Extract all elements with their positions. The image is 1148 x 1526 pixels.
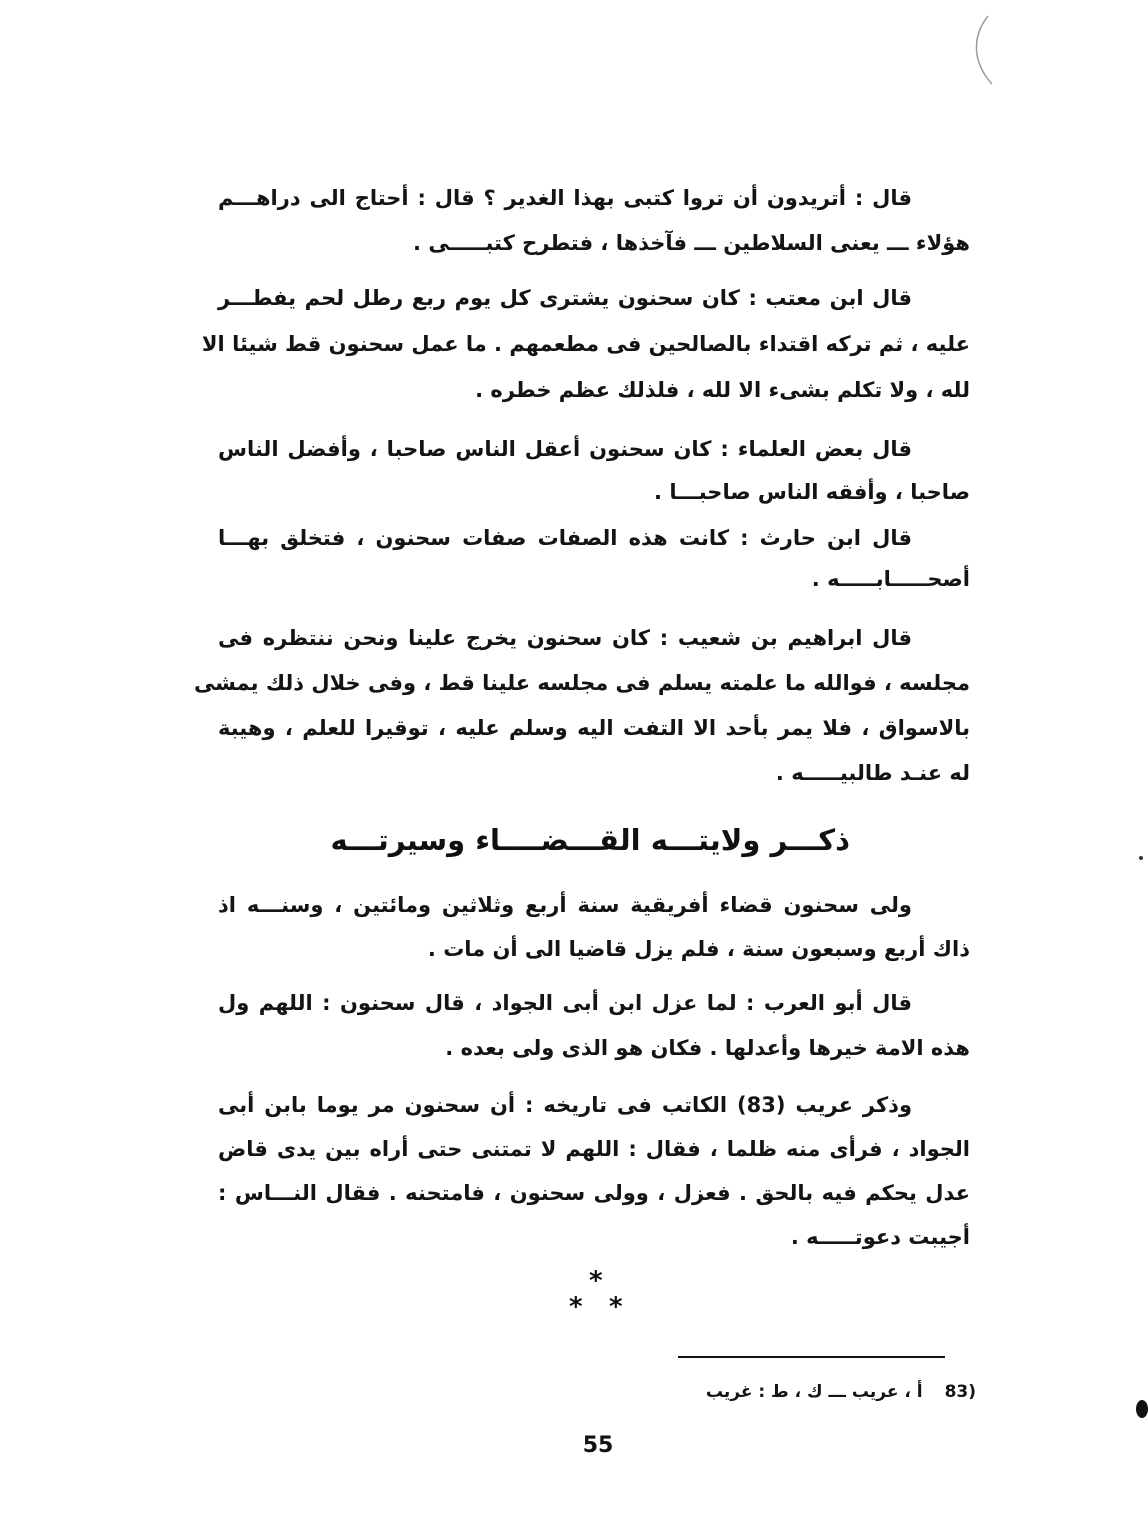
text-line: ذاك أربع وسبعون سنة ، فلم يزل قاضيا الى أن مات . [427,937,970,961]
text-line: أجيبت دعوتـــــه . [790,1225,970,1249]
paragraph [218,428,970,514]
text-line: قال أبو العرب : لما عزل ابن أبى الجواد ، قال سحنون : اللهم ول [218,991,912,1015]
paragraph [218,883,970,971]
ornament-asterisk: * [589,1266,603,1296]
text-line: هذه الامة خيرها وأعدلها . فكان هو الذى ولى بعده . [445,1036,970,1060]
footnote-text: أ ، عريب ـــ ك ، ط : غريب [705,1382,923,1402]
text-line: هؤلاء ـــ يعنى السلاطين ـــ فآخذها ، فتطرح كتبـــــى . [413,231,970,255]
paragraph [218,176,970,266]
scan-edge-curve [960,10,1000,90]
ornament-asterisk: * [609,1292,623,1322]
text-line: قال : أتريدون أن تروا كتبى بهذا الغدير ؟ قال : أحتاج الى دراهـــم [218,186,912,210]
text-line: ولى سحنون قضاء أفريقية سنة أربع وثلاثين ومائتين ، وسنـــه اذ [218,893,912,917]
text-line: له عنـد طالبيـــــه . [775,761,970,785]
footnote [706,1378,976,1406]
paragraph [218,981,970,1071]
text-line: قال ابن معتب : كان سحنون يشترى كل يوم ربع رطل لحم يفطـــر [218,286,912,310]
paragraph [218,1083,970,1259]
text-line: بالاسواق ، فلا يمر بأحد الا التفت اليه وسلم عليه ، توقيرا للعلم ، وهيبة [218,716,970,740]
paragraph [201,275,970,413]
text-line: عليه ، ثم تركه اقتداء بالصالحين فى مطعمهم . ما عمل سحنون قط شيئا الا [201,332,970,356]
page-number: 55 [582,1433,614,1458]
footnote-rule [678,1356,945,1358]
scan-dot [1133,1398,1148,1420]
text-line: الجواد ، فرأى منه ظلما ، فقال : اللهم لا تمتنى حتى أراه بين يدى قاض [218,1137,970,1161]
section-heading: ذكـــر ولايتـــه القـــضــــاء وسيرتـــه [330,823,850,857]
text-line: قال ابن حارث : كانت هذه الصفات صفات سحنون ، فتخلق بهـــا [218,526,912,550]
paragraph [193,616,970,796]
ornament-asterisk: * [569,1292,583,1322]
text-line: لله ، ولا تكلم بشىء الا لله ، فلذلك عظم خطره . [475,378,970,402]
scan-mark [1136,852,1146,864]
text-line: قال بعض العلماء : كان سحنون أعقل الناس صاحبا ، وأفضل الناس [218,437,912,461]
paragraph [218,518,970,600]
text-line: أصحـــــابـــــه . [811,567,970,591]
text-line: مجلسه ، فوالله ما علمته يسلم فى مجلسه علينا قط ، وفى خلال ذلك يمشى [193,671,970,695]
text-line: صاحبا ، وأفقه الناس صاحبـــا . [654,480,970,504]
text-line: وذكر عريب (83) الكاتب فى تاريخه : أن سحنون مر يوما بابن أبى [218,1093,912,1117]
text-line: قال ابراهيم بن شعيب : كان سحنون يخرج علينا ونحن ننتظره فى [218,626,912,650]
footnote-marker: 83) [944,1382,976,1402]
text-line: عدل يحكم فيه بالحق . فعزل ، وولى سحنون ، فامتحنه . فقال النـــاس : [218,1181,970,1205]
